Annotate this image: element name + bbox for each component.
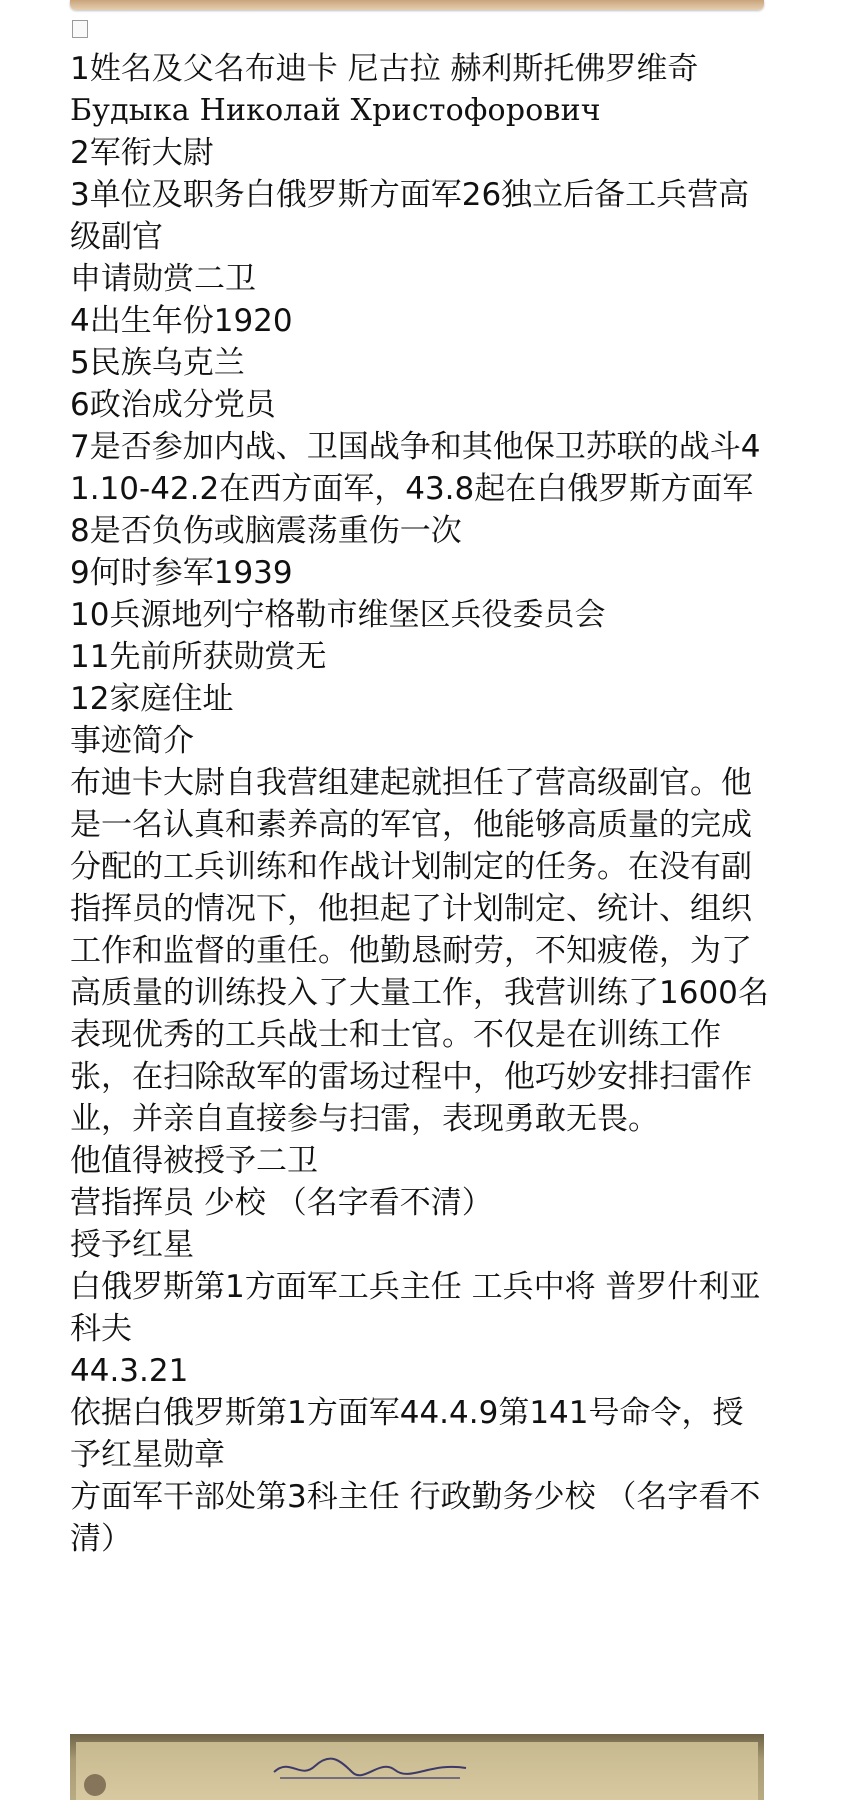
broken-image-icon xyxy=(72,20,88,38)
text-line-battalion-commander: 营指挥员 少校 （名字看不清） xyxy=(70,1185,493,1221)
text-line-recommendation: 他值得被授予二卫 xyxy=(70,1143,318,1179)
text-line-birth-year: 4出生年份1920 xyxy=(70,303,293,339)
text-line-previous-awards: 11先前所获勋赏无 xyxy=(70,639,327,675)
text-line-party: 6政治成分党员 xyxy=(70,387,276,423)
top-scan-image-edge xyxy=(70,0,764,10)
text-line-name-russian: Будыка Николай Христофорович xyxy=(70,93,601,128)
text-line-rank: 2军衔大尉 xyxy=(70,135,214,171)
text-line-award-request: 申请勋赏二卫 xyxy=(70,261,256,297)
text-line-order: 依据白俄罗斯第1方面军44.4.9第141号命令，授予红星勋章 xyxy=(70,1395,744,1473)
text-line-engineer-chief: 白俄罗斯第1方面军工兵主任 工兵中将 普罗什利亚科夫 xyxy=(70,1269,761,1347)
text-line-enlisted: 9何时参军1939 xyxy=(70,555,293,591)
text-line-nationality: 5民族乌克兰 xyxy=(70,345,245,381)
text-line-wounds: 8是否负伤或脑震荡重伤一次 xyxy=(70,513,462,549)
stamp-mark xyxy=(84,1774,106,1796)
text-paragraph-summary: 布迪卡大尉自我营组建起就担任了营高级副官。他是一名认真和素养高的军官，他能够高质量的完成分配的工兵训练和作战计划制定的任务。在没有副指挥员的情况下，他担起了计划制定、统计、组织工作和监督的重任。他勤恳耐劳，不知疲倦，为了高质量的训练投入了大量工作，我营训练了1600名表现优秀的工兵战士和士官。不仅是在训练工作张，在扫除敌军的雷场过程中，他巧妙安排扫雷作业，并亲自直接参与扫雷，表现勇敢无畏。 xyxy=(70,765,769,1137)
text-line-draft-office: 10兵源地列宁格勒市维堡区兵役委员会 xyxy=(70,597,606,633)
text-line-unit: 3单位及职务白俄罗斯方面军26独立后备工兵营高级副官 xyxy=(70,177,750,255)
text-line-battles: 7是否参加内战、卫国战争和其他保卫苏联的战斗41.10-42.2在西方面军，43.8起在白俄罗斯方面军 xyxy=(70,429,761,507)
document-text xyxy=(70,48,770,1560)
text-line-personnel-chief: 方面军干部处第3科主任 行政勤务少校 （名字看不清） xyxy=(70,1479,761,1557)
text-line-summary-heading: 事迹简介 xyxy=(70,723,194,759)
bottom-scan-image xyxy=(70,1734,764,1800)
handwriting-scribble xyxy=(270,1752,470,1782)
text-line-award-red-star: 授予红星 xyxy=(70,1227,194,1263)
text-line-name: 1姓名及父名布迪卡 尼古拉 赫利斯托佛罗维奇 xyxy=(70,51,699,87)
text-line-home-address: 12家庭住址 xyxy=(70,681,234,717)
text-line-date: 44.3.21 xyxy=(70,1353,189,1389)
